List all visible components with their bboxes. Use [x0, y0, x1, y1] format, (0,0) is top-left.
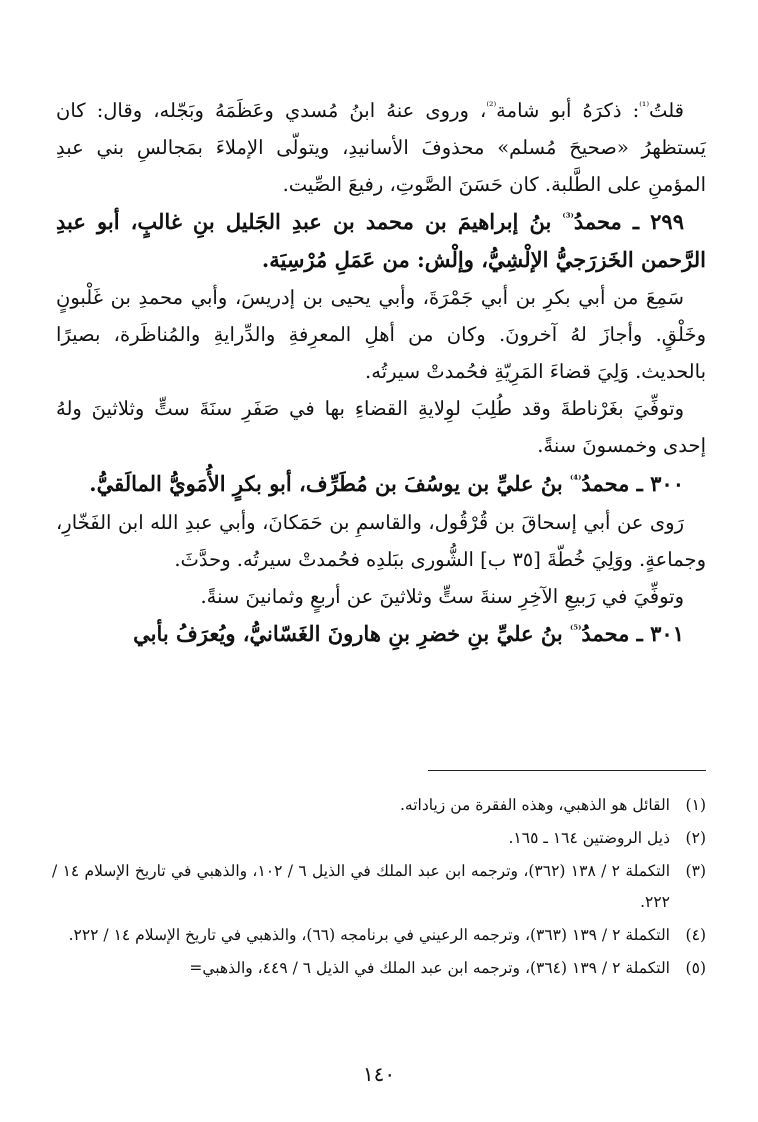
page-number: ١٤٠ [362, 1062, 396, 1086]
entry-heading-301: ٣٠١ ـ محمدُ$^{^{(5)}}$ بنُ عليِّ بنِ خضرِ بنِ هارونَ الغَسّانيُّ، ويُعرَفُ بأبي [133, 621, 684, 646]
footnote-text: القائل هو الذهبي، وهذه الفقرة من زياداته. [399, 796, 670, 814]
paragraph-299-sama: سَمِعَ من أبي بكرِ بن أبي جَمْرَةَ، وأبي يحيى بن إدريسَ، وأبي محمدِ بن غَلْبونٍ وخَلْقٍ. وأجازَ لهُ آخرونَ. وكان من أهلِ المعرِفةِ والدِّرايةِ والمُناظَرة، بصيرًا بالحديث. وَلِيَ قضاءَ المَرِيّةِ فحُمدتْ سيرتُه. [56, 286, 706, 383]
main-text-block [56, 92, 706, 653]
footnote-item [52, 920, 706, 951]
footnote-text: التكملة ٢ / ١٣٩ (٣٦٣)، وترجمه الرعيني في برنامجه (٦٦)، والذهبي في تاريخ الإسلام ١٤ / ٢٢٢. [68, 926, 670, 944]
paragraph-299-death: وتوفِّيَ بغَرْناطةَ وقد طُلِبَ لوِلايةِ القضاءِ بها في صَفَرِ سنَةَ ستٍّ وثلاثينَ ولهُ إحدى وخمسونَ سنةً. [56, 397, 706, 457]
footnote-item [52, 856, 706, 918]
footnote-text: التكملة ٢ / ١٣٨ (٣٦٢)، وترجمه ابن عبد الملك في الذيل ٦ / ١٠٢، والذهبي في تاريخ الإسلام ١٤ / ٢٢٢. [52, 862, 670, 911]
paragraph-qultu: قلتُ$^{^{(1)}}$: ذكرَهُ أبو شامة$^{^{(2)}}$، وروى عنهُ ابنُ مُسدي وعَظَمَهُ وبَجّله، وقال: كان يَستظهرُ «صحيحَ مُسلم» محذوفَ الأسانيدِ، ويتولّى الإملاءَ بمَجالسِ بني عبدِ المؤمنِ على الطَّلبة. كان حَسَنَ الصَّوتِ، رفيعَ الصِّيت. [56, 99, 706, 196]
footnote-item [52, 953, 706, 984]
footnote-number: (٥) [685, 959, 706, 977]
footnote-text: ذيل الروضتين ١٦٤ ـ ١٦٥. [508, 829, 670, 847]
paragraph-300-death: وتوفِّيَ في رَبيعِ الآخِرِ سنةَ ستٍّ وثلاثينَ عن أربعٍ وثمانينَ سنةً. [200, 585, 684, 608]
entry-heading-299: ٢٩٩ ـ محمدُ$^{^{(3)}}$ بنُ إبراهيمَ بن محمد بن عبدِ الجَليل بنِ غالبٍ، أبو عبدِ الرَّحمن الخَزرَجيُّ الإلْشِيُّ، وإلْش: من عَمَلِ مُرْسِيَة. [56, 209, 706, 272]
footnotes-block [52, 790, 706, 986]
footnote-divider [428, 770, 706, 771]
footnote-item [52, 790, 706, 821]
footnote-number: (١) [685, 796, 706, 814]
footnote-item [52, 823, 706, 854]
footnote-number: (٤) [685, 926, 706, 944]
footnote-number: (٢) [685, 829, 706, 847]
paragraph-300-rawa: رَوى عن أبي إسحاقَ بن قُرْقُول، والقاسمِ بن حَمَكانَ، وأبي عبدِ الله ابن الفَخّارِ، وجماعةٍ. ووَلِيَ خُطّةَ [٣٥ ب] الشُّورى ببَلدِه فحُمدتْ سيرتُه. وحدَّثَ. [56, 511, 706, 571]
entry-heading-300: ٣٠٠ ـ محمدُ$^{^{(4)}}$ بنُ عليِّ بن يوسُفَ بن مُطَرِّف، أبو بكرٍ الأُمَويُّ المالَقيُّ. [89, 471, 684, 496]
footnote-number: (٣) [685, 862, 706, 880]
footnote-text: التكملة ٢ / ١٣٩ (٣٦٤)، وترجمه ابن عبد الملك في الذيل ٦ / ٤٤٩، والذهبي= [189, 959, 670, 977]
